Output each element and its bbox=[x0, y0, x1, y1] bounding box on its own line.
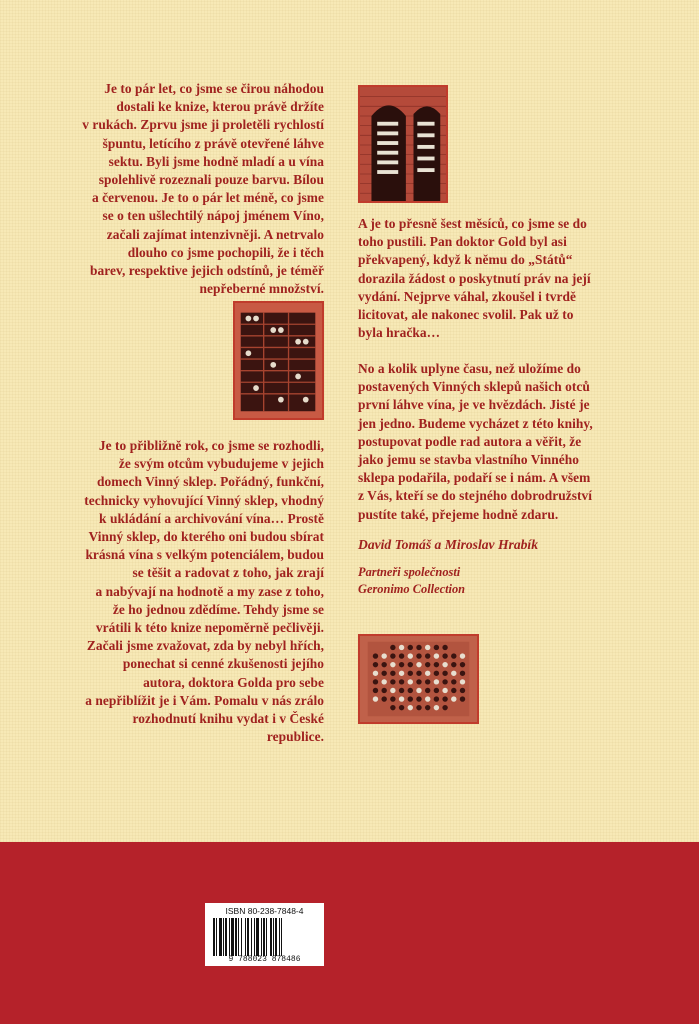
cellar-line: ponechat si cenné zkušenosti jejího bbox=[122, 656, 324, 672]
cellar-line: rozhodnutí knihu vydat i v České bbox=[132, 711, 324, 727]
months-line: překvapený, když k němu do „Států“ bbox=[358, 252, 573, 268]
cellar-line: Je to přibližně rok, co jsme se rozhodli, bbox=[98, 438, 324, 453]
months-line: byla hračka… bbox=[358, 325, 441, 341]
cellar-line: se těšit a radovat z toho, jak zrají bbox=[132, 565, 324, 581]
cellar-line: republice. bbox=[266, 729, 324, 745]
future-paragraph bbox=[358, 360, 593, 524]
intro-line: dlouho co jsme pochopili, že i těch bbox=[127, 244, 324, 260]
future-line: pustíte také, přejeme hodně zdaru. bbox=[358, 506, 559, 522]
authors-role-line-1: Partneři společnosti bbox=[358, 565, 461, 579]
barcode-icon bbox=[211, 918, 318, 956]
intro-line: špuntu, letícího z právě otevřené láhve bbox=[102, 135, 324, 151]
months-line: licitovat, ale nakonec svolil. Pak už to bbox=[358, 307, 574, 323]
future-line: No a kolik uplyne času, než uložíme do bbox=[358, 361, 581, 376]
intro-line: v rukách. Zprvu jsme ji proletěli rychlostí bbox=[82, 117, 324, 133]
isbn-number: ISBN 80-238-7848-4 bbox=[225, 906, 304, 916]
months-paragraph bbox=[358, 215, 591, 342]
intro-line: sektu. Byli jsme hodně mladí a u vína bbox=[108, 153, 324, 169]
intro-line: nepřeberné množství. bbox=[199, 281, 324, 297]
cellar-line: Vinný sklep, do kterého oni budou sbírat bbox=[88, 529, 324, 545]
cellar-line: krásná vína s velkým potenciálem, budou bbox=[85, 547, 324, 563]
author-signature: David Tomáš a Miroslav Hrabík bbox=[358, 537, 539, 552]
cellar-paragraph bbox=[84, 437, 324, 746]
cellar-line: vrátili k této knize nepoměrně pečlivěji. bbox=[95, 620, 324, 636]
future-line: z Vás, kteří se do stejného dobrodružství bbox=[358, 488, 593, 504]
future-line: jen jedno. Budeme vycházet z této knihy, bbox=[358, 415, 593, 431]
bottle-grid-photo bbox=[358, 634, 479, 724]
cellar-line: Začali jsme zvažovat, zda by nebyl hřích, bbox=[86, 638, 324, 654]
future-line: jako jemu se stavba vlastního Vinného bbox=[358, 452, 579, 468]
wine-arches-photo bbox=[358, 85, 448, 203]
future-line: postavených Vinných sklepů našich otců bbox=[358, 379, 590, 395]
intro-line: barev, respektive jejich odstínů, je téměř bbox=[89, 263, 324, 279]
authors-role-line-2: Geronimo Collection bbox=[358, 582, 466, 596]
months-line: dorazila žádost o poskytnutí práv na její bbox=[358, 270, 591, 286]
cellar-line: že svým otcům vybudujeme v jejich bbox=[118, 456, 324, 472]
intro-paragraph bbox=[82, 80, 324, 298]
months-line: A je to přesně šest měsíců, co jsme se do bbox=[358, 216, 587, 231]
intro-line: dostali ke knize, kterou právě držíte bbox=[116, 99, 324, 115]
isbn-barcode-label bbox=[205, 903, 324, 966]
months-line: vydání. Nejprve váhal, zkoušel i tvrdě bbox=[358, 288, 577, 304]
red-bottom-band bbox=[0, 842, 699, 1024]
intro-line: a červenou. Je to o pár let méně, co jsme bbox=[92, 190, 324, 206]
future-line: postupovat podle rad autora a věřit, že bbox=[358, 433, 582, 449]
future-line: první láhve vína, je ve hvězdách. Jisté je bbox=[358, 397, 590, 413]
cellar-line: technicky vyhovující Vinný sklep, vhodný bbox=[84, 492, 324, 508]
wine-rack-photo bbox=[233, 301, 324, 420]
cellar-line: autora, doktora Golda pro sebe bbox=[143, 674, 324, 690]
future-line: sklepa podařila, podaří se i nám. A všem bbox=[358, 470, 591, 486]
cellar-line: domech Vinný sklep. Pořádný, funkční, bbox=[97, 474, 324, 490]
intro-line: spolehlivě rozeznali pouze barvu. Bílou bbox=[98, 172, 324, 188]
intro-line: Je to pár let, co jsme se čirou náhodou bbox=[104, 81, 324, 96]
ean-digits: 9 788023 878486 bbox=[228, 955, 301, 964]
cellar-line: a nepřiblížit je i Vám. Pomalu v nás zrálo bbox=[85, 692, 324, 708]
months-line: toho pustili. Pan doktor Gold byl asi bbox=[358, 234, 567, 250]
cellar-line: že ho jednou zdědíme. Tehdy jsme se bbox=[112, 601, 324, 617]
cellar-line: k ukládání a archivování vína… Prostě bbox=[99, 510, 324, 526]
cellar-line: a nabývají na hodnotě a my zase z toho, bbox=[95, 583, 324, 599]
intro-line: začali zajímat intenzivněji. A netrvalo bbox=[106, 226, 324, 242]
intro-line: se o ten ušlechtilý nápoj jménem Víno, bbox=[102, 208, 324, 224]
